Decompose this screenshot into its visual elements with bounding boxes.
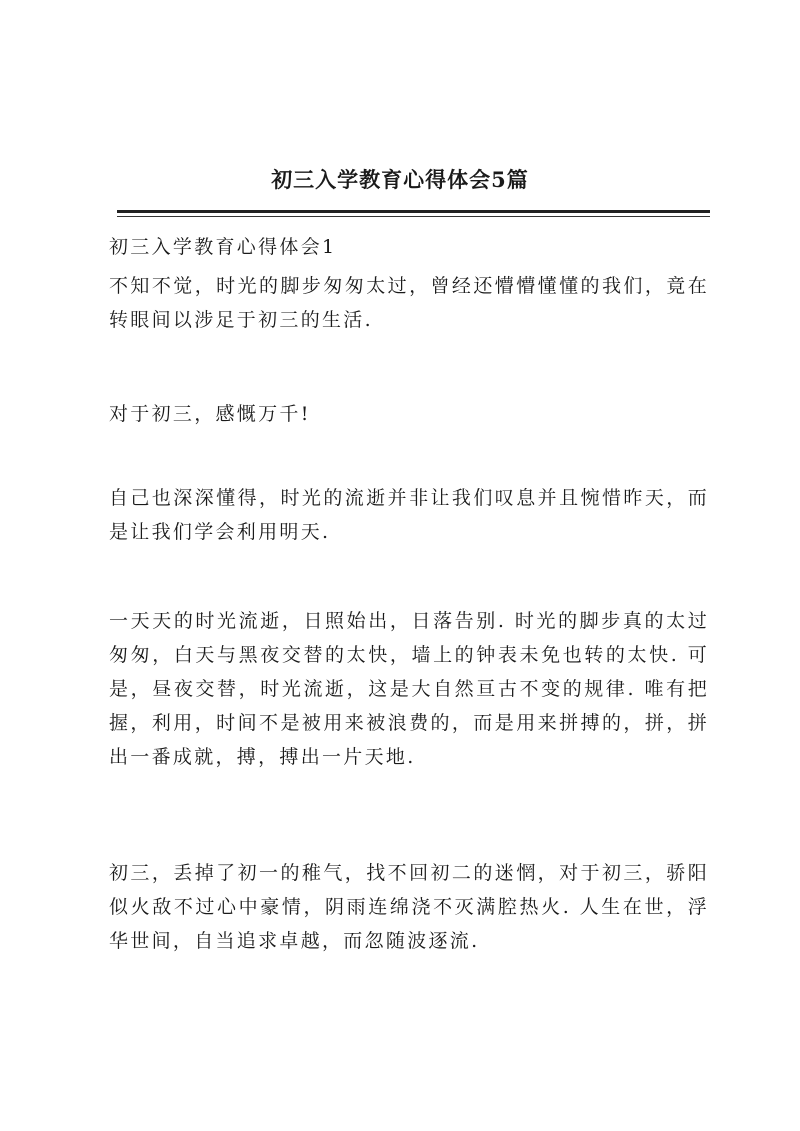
paragraph: 初三，丢掉了初一的稚气，找不回初二的迷惘，对于初三，骄阳似火敌不过心中豪情，阴雨连绵浇不灭满腔热火. 人生在世，浮华世间，自当追求卓越，而忽随波逐流. xyxy=(109,862,709,952)
paragraph: 不知不觉，时光的脚步匆匆太过，曾经还懵懵懂懂的我们，竟在转眼间以涉足于初三的生活. xyxy=(109,275,709,331)
paragraph: 对于初三，感慨万千! xyxy=(109,403,311,425)
title-divider-thin xyxy=(117,216,710,217)
paragraph: 自己也深深懂得，时光的流逝并非让我们叹息并且惋惜昨天，而是让我们学会利用明天. xyxy=(109,487,709,543)
document-title: 初三入学教育心得体会5篇 xyxy=(271,167,529,192)
paragraph: 一天天的时光流逝，日照始出，日落告别. 时光的脚步真的太过匆匆，白天与黑夜交替的太快，墙上的钟表未免也转的太快. 可是，昼夜交替，时光流逝，这是大自然亘古不变的规律. 唯有把握，利用，时间不是被用来被浪费的，而是用来拼搏的，拼，拼出一番成就，搏，搏出一片天地. xyxy=(109,610,709,768)
title-divider-thick xyxy=(117,210,710,213)
section-heading: 初三入学教育心得体会1 xyxy=(109,236,337,258)
